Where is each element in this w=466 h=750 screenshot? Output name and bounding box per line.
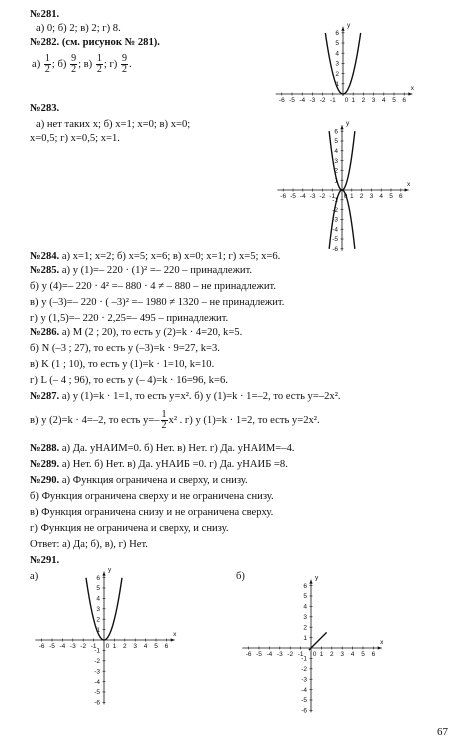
problem-283-line1: а) нет таких x; б) x=1; x=0; в) x=0;: [36, 119, 191, 130]
separator: ;: [103, 59, 110, 70]
problem-291-label-b: б): [236, 571, 245, 582]
y-tick-label: 1: [334, 177, 338, 185]
fraction: $\frac{9}{2}$: [71, 53, 77, 76]
problem-286-b: б) N (–3 ; 27), то есть y (–3)=k · 9=27, k=3.: [30, 343, 220, 354]
x-tick-label: -1: [297, 651, 304, 658]
y-tick-label: 3: [303, 614, 307, 621]
problem-283-line2: x=0,5; г) x=0,5; x=1.: [30, 133, 120, 144]
problem-284-title: №284.: [30, 251, 60, 262]
y-tick-label: 1: [96, 626, 100, 634]
problem-283-title: №283.: [30, 103, 60, 114]
y-tick-label: -2: [94, 658, 100, 665]
y-axis-arrow: [340, 125, 343, 129]
x-tick-label: -1: [90, 643, 97, 650]
y-tick-label: -1: [332, 197, 338, 204]
y-tick-label: -4: [332, 226, 338, 234]
problem-287-b: [30, 408, 320, 434]
problem-285-b: б) y (4)=– 220 · 4² =– 880 · 4 ≠ – 880 – не принадлежит.: [30, 281, 276, 292]
x-tick-label: 3: [133, 643, 138, 650]
problem-286-a: [30, 326, 242, 339]
x-axis-label: x: [410, 85, 414, 92]
y-tick-label: -1: [94, 647, 100, 655]
x-axis-arrow: [408, 92, 412, 95]
y-axis-arrow: [102, 572, 105, 576]
separator: ;: [51, 59, 58, 70]
problem-282-title: №282. (см. рисунок № 281).: [30, 37, 160, 48]
problem-289-text: а) Нет. б) Нет. в) Да. yНАИБ =0. г) Да. yНАИБ =8.: [59, 459, 288, 470]
parabola-up-curve: [329, 131, 355, 190]
problem-287-a: [30, 390, 341, 403]
x-tick-label: -1: [329, 97, 336, 104]
x-tick-label: 3: [340, 651, 345, 658]
y-tick-label: 3: [334, 157, 338, 165]
origin-label: 0: [105, 643, 110, 650]
x-tick-label: -5: [256, 651, 262, 658]
y-tick-label: 4: [303, 603, 307, 611]
y-tick-label: 6: [334, 128, 338, 136]
line-curve: [309, 632, 327, 650]
problem-286-d: г) L (– 4 ; 96), то есть y (– 4)=k · 16=96, k=6.: [30, 375, 228, 386]
problem-287-title: №287.: [30, 391, 60, 402]
problem-281-title: №281.: [30, 9, 60, 20]
x-tick-label: -3: [309, 193, 316, 200]
y-tick-label: 3: [96, 606, 100, 613]
y-tick-label: -2: [332, 206, 338, 214]
y-tick-label: -6: [301, 707, 307, 715]
x-tick-label: -1: [329, 193, 336, 200]
problem-285-d: г) y (1,5)=– 220 · 2,25=– 495 – принадлежит.: [30, 313, 229, 324]
parabola-curve: [86, 578, 122, 640]
x-tick-label: -4: [59, 643, 66, 650]
x-tick-label: -6: [38, 643, 45, 650]
problem-291-title: №291.: [30, 555, 60, 566]
y-tick-label: 6: [303, 582, 307, 590]
problem-286-c: в) K (1 ; 10), то есть y (1)=k · 1=10, k=10.: [30, 359, 215, 370]
x-tick-label: -2: [319, 97, 326, 104]
x-axis-label: x: [380, 639, 384, 646]
x-axis-label: x: [173, 631, 177, 638]
y-tick-label: -5: [94, 689, 100, 697]
x-tick-label: -6: [280, 193, 287, 200]
problem-289-title: №289.: [30, 459, 60, 470]
fraction-one-half: $\frac{1}{2}$: [161, 409, 167, 432]
x-tick-label: -4: [299, 97, 306, 104]
fraction-label: г): [109, 59, 120, 70]
y-tick-label: -3: [94, 668, 100, 676]
problem-289: [30, 458, 288, 471]
x-tick-label: 5: [361, 651, 365, 658]
y-tick-label: 5: [303, 593, 307, 601]
x-tick-label: 1: [351, 97, 356, 104]
y-tick-label: -6: [94, 699, 100, 707]
fraction: $\frac{9}{2}$: [121, 53, 127, 76]
x-tick-label: 1: [319, 651, 324, 658]
problem-290-c: в) Функция ограничена снизу и не ограничена сверху.: [30, 507, 274, 518]
y-tick-label: 5: [335, 40, 339, 48]
x-tick-label: -6: [278, 97, 285, 104]
problem-285-c: в) y (–3)=– 220 · ( –3)² =– 1980 ≠ 1320 – не принадлежит.: [30, 297, 285, 308]
y-tick-label: 1: [335, 81, 339, 88]
problem-286-a-text: а) М (2 ; 20), то есть y (2)=k · 4=20, k=5.: [59, 327, 243, 338]
y-tick-label: -3: [301, 676, 307, 684]
x-axis-label: x: [407, 181, 411, 188]
problem-288-title: №288.: [30, 443, 60, 454]
origin-label: 0: [312, 651, 317, 658]
y-axis-arrow: [309, 580, 312, 584]
x-tick-label: 5: [389, 193, 393, 200]
x-tick-label: -2: [287, 651, 294, 658]
y-tick-label: 2: [96, 616, 100, 624]
x-tick-label: 4: [143, 643, 148, 650]
separator: .: [128, 59, 132, 70]
fraction-label: б): [57, 59, 70, 70]
x-tick-label: -6: [245, 651, 252, 658]
fraction-label: а): [32, 59, 43, 70]
problem-284: [30, 250, 280, 263]
y-axis-label: y: [347, 21, 351, 29]
y-tick-label: 2: [303, 624, 307, 632]
x-tick-label: 4: [381, 97, 386, 104]
problem-285-a: [30, 264, 252, 277]
y-tick-label: 4: [96, 595, 100, 603]
fraction-label: в): [83, 59, 95, 70]
x-axis-arrow: [405, 188, 409, 191]
y-axis-arrow: [341, 27, 344, 31]
separator: ;: [78, 59, 84, 70]
page-number: 67: [437, 726, 448, 738]
x-tick-label: -3: [69, 643, 76, 650]
x-tick-label: 3: [371, 97, 376, 104]
y-tick-label: 5: [96, 585, 100, 593]
origin-label: 0: [343, 193, 348, 200]
problem-281-answer: а) 0; б) 2; в) 2; г) 8.: [36, 23, 121, 34]
parabola-down-curve: [329, 190, 355, 249]
x-tick-label: 2: [359, 193, 364, 200]
y-tick-label: -2: [301, 666, 307, 673]
y-tick-label: 5: [334, 138, 338, 146]
x-axis-arrow: [378, 646, 382, 649]
y-tick-label: 2: [334, 167, 338, 175]
problem-285-title: №285.: [30, 265, 60, 276]
x-tick-label: 6: [371, 651, 376, 658]
y-tick-label: -3: [332, 216, 338, 224]
problem-285-a-text: а) y (1)=– 220 · (1)² =– 220 – принадлежит.: [59, 265, 253, 276]
y-tick-label: -4: [301, 686, 307, 694]
problem-290-b: б) Функция ограничена сверху и не ограничена снизу.: [30, 491, 274, 502]
problem-287-b-end: x² . г) y (1)=k · 1=2, то есть y=2x².: [168, 415, 320, 426]
x-tick-label: 4: [350, 651, 355, 658]
x-tick-label: -5: [49, 643, 55, 650]
x-tick-label: 2: [361, 97, 366, 104]
problem-290-d: г) Функция не ограничена и сверху, и снизу.: [30, 523, 229, 534]
parabola-curve: [325, 33, 360, 94]
problem-288-text: а) Да. yНАИМ=0. б) Нет. в) Нет. г) Да. yНАИМ=–4.: [59, 443, 295, 454]
y-axis-label: y: [108, 566, 112, 574]
y-tick-label: -6: [332, 246, 338, 253]
y-tick-label: 3: [335, 60, 339, 68]
x-tick-label: 6: [398, 193, 403, 200]
y-tick-label: 4: [335, 50, 339, 58]
x-tick-label: 3: [369, 193, 374, 200]
x-tick-label: 1: [112, 643, 117, 650]
x-tick-label: -2: [319, 193, 326, 200]
y-tick-label: 4: [334, 148, 338, 155]
x-tick-label: 4: [379, 193, 384, 200]
problem-290-title: №290.: [30, 475, 60, 486]
problem-287-a-text: а) y (1)=k · 1=1, то есть y=x². б) y (1)=k · 1=–2, то есть y=–2x².: [59, 391, 341, 402]
problem-288: [30, 442, 295, 455]
x-tick-label: -5: [290, 193, 296, 200]
x-tick-label: -3: [309, 97, 316, 104]
x-tick-label: 5: [392, 97, 396, 104]
problem-290-a: [30, 474, 248, 487]
x-tick-label: 2: [122, 643, 127, 650]
y-tick-label: 6: [96, 574, 100, 582]
x-tick-label: 2: [329, 651, 334, 658]
x-tick-label: -2: [80, 643, 87, 650]
x-tick-label: 6: [402, 97, 407, 104]
x-axis-arrow: [171, 638, 175, 641]
problem-282-answer: [32, 52, 132, 78]
origin-label: 0: [344, 97, 349, 104]
y-axis-label: y: [346, 120, 350, 128]
x-tick-label: -5: [289, 97, 295, 104]
y-tick-label: 2: [335, 70, 339, 78]
y-tick-label: 6: [335, 30, 339, 37]
problem-284-text: а) x=1; x=2; б) x=5; x=6; в) x=0; x=1; г) x=5; x=6.: [59, 251, 281, 262]
fraction: $\frac{1}{2}$: [96, 53, 102, 76]
y-tick-label: -1: [301, 655, 307, 663]
y-axis-label: y: [315, 574, 319, 582]
problem-290-a-text: а) Функция ограничена и сверху, и снизу.: [59, 475, 248, 486]
x-tick-label: -4: [266, 651, 273, 658]
y-tick-label: -5: [332, 236, 338, 244]
problem-287-b-start: в) y (2)=k · 4=–2, то есть y=–: [30, 415, 160, 426]
problem-290-answer: Ответ: а) Да; б), в), г) Нет.: [30, 539, 148, 550]
y-tick-label: -5: [301, 697, 307, 705]
x-tick-label: 1: [349, 193, 354, 200]
x-tick-label: 5: [154, 643, 158, 650]
problem-286-title: №286.: [30, 327, 60, 338]
fraction: $\frac{1}{2}$: [44, 53, 50, 76]
x-tick-label: -4: [299, 193, 306, 200]
problem-291-label-a: а): [30, 571, 39, 582]
y-tick-label: 1: [303, 634, 307, 642]
y-tick-label: -4: [94, 678, 100, 686]
x-tick-label: -3: [276, 651, 283, 658]
x-tick-label: 6: [164, 643, 169, 650]
